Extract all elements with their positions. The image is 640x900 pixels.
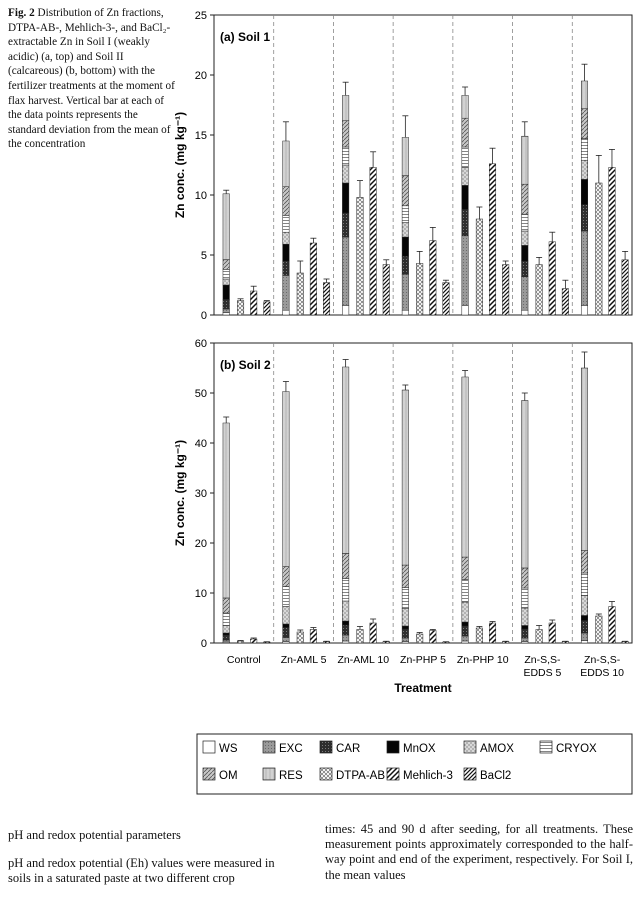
legend-swatch-ws xyxy=(203,741,215,753)
bar-exc xyxy=(223,640,230,642)
bar-mehlich-3 xyxy=(430,241,437,315)
bar-om xyxy=(342,554,349,579)
bar-amox xyxy=(283,232,290,244)
bar-car xyxy=(581,621,588,634)
bar-car xyxy=(522,261,529,277)
bar-car xyxy=(342,625,349,635)
legend-swatch-res xyxy=(263,768,275,780)
bar-exc xyxy=(223,309,230,313)
bar-cryox xyxy=(581,573,588,596)
category-group-zn-s-s-edds-5 xyxy=(522,122,569,315)
bar-bacl2 xyxy=(562,289,569,315)
legend-label-amox: AMOX xyxy=(480,743,514,755)
bar-amox xyxy=(223,279,230,285)
bar-ws xyxy=(581,305,588,315)
bar-res xyxy=(581,81,588,109)
bar-ws xyxy=(462,641,469,643)
bar-cryox xyxy=(342,147,349,165)
x-tick-label-line: EDDS 10 xyxy=(580,667,625,679)
bar-bacl2 xyxy=(323,283,330,315)
bar-car xyxy=(283,261,290,275)
bar-res xyxy=(462,95,469,118)
bar-dtpa-ab xyxy=(596,616,603,643)
bar-amox xyxy=(581,160,588,179)
section-heading: pH and redox potential parameters xyxy=(8,828,181,842)
bar-mehlich-3 xyxy=(489,164,496,315)
bar-amox xyxy=(522,608,529,626)
figure-caption-text: Distribution of Zn fractions, DTPA-AB-, Mehlich-3-, and BaCl₂-extractable Zn in Soil I (weakly acidic) (a, top) and Soil II (calcareous) (b, bottom) with the fertilizer treatments at the moment of flax harvest. Vertical bar at each of the data points represents the standard deviation from the mean of the concentration xyxy=(8,7,175,151)
bar-amox xyxy=(462,602,469,622)
bar-om xyxy=(342,121,349,147)
bar-car xyxy=(223,299,230,309)
bar-mnox xyxy=(223,285,230,299)
bar-cryox xyxy=(283,215,290,232)
bar-dtpa-ab xyxy=(237,301,244,315)
x-tick-label xyxy=(580,654,624,679)
bar-bacl2 xyxy=(562,642,569,644)
legend xyxy=(197,734,632,794)
bar-bacl2 xyxy=(443,283,450,315)
bar-dtpa-ab xyxy=(596,183,603,315)
bar-mehlich-3 xyxy=(430,631,437,644)
bar-cryox xyxy=(223,269,230,279)
legend-swatch-mehlich-3 xyxy=(387,768,399,780)
legend-label-om: OM xyxy=(219,770,238,782)
bar-om xyxy=(581,551,588,574)
legend-label-dtpa-ab: DTPA-AB xyxy=(336,770,385,782)
x-tick-label-line: Zn-AML 5 xyxy=(280,654,327,666)
bar-ws xyxy=(462,305,469,315)
bar-cryox xyxy=(402,588,409,609)
y-axis-label: Zn conc. (mg kg⁻¹) xyxy=(173,439,187,547)
x-axis-label: Treatment xyxy=(394,681,452,695)
y-tick-label: 25 xyxy=(194,10,207,22)
bar-mehlich-3 xyxy=(609,167,616,315)
x-tick-label xyxy=(227,654,261,666)
legend-label-exc: EXC xyxy=(279,743,303,755)
bar-exc xyxy=(402,638,409,642)
bar-mnox xyxy=(342,621,349,625)
bar-res xyxy=(283,392,290,567)
bar-cryox xyxy=(462,580,469,603)
x-tick-label xyxy=(338,654,390,666)
y-tick-label: 50 xyxy=(194,388,207,400)
bar-mnox xyxy=(522,245,529,261)
bar-car xyxy=(283,628,290,638)
x-tick-label-line: EDDS 5 xyxy=(523,667,562,679)
bar-cryox xyxy=(283,587,290,607)
legend-label-res: RES xyxy=(279,770,303,782)
bar-car xyxy=(581,205,588,231)
bar-bacl2 xyxy=(443,642,450,643)
bar-amox xyxy=(402,223,409,237)
bar-om xyxy=(462,557,469,580)
plot-frame xyxy=(214,343,632,643)
bar-car xyxy=(462,626,469,636)
category-group-zn-s-s-edds-10 xyxy=(581,64,628,315)
bar-ws xyxy=(283,310,290,315)
bar-exc xyxy=(283,275,290,310)
bar-exc xyxy=(283,638,290,642)
bar-dtpa-ab xyxy=(297,273,304,315)
y-tick-label: 10 xyxy=(194,190,207,202)
bar-ws xyxy=(342,641,349,643)
bar-res xyxy=(342,367,349,554)
category-group-zn-s-s-edds-5 xyxy=(522,393,569,643)
bar-car xyxy=(522,629,529,638)
bar-exc xyxy=(402,274,409,310)
x-tick-label-line: Zn-PHP 10 xyxy=(456,654,509,666)
legend-swatch-mnox xyxy=(387,741,399,753)
bar-bacl2 xyxy=(622,260,629,315)
bar-om xyxy=(462,118,469,147)
legend-swatch-car xyxy=(320,741,332,753)
panel-label: (a) Soil 1 xyxy=(220,30,271,44)
bar-cryox xyxy=(223,613,230,626)
bar-res xyxy=(462,377,469,557)
bar-dtpa-ab xyxy=(536,630,543,644)
category-group-zn-php-10 xyxy=(462,371,509,644)
bar-amox xyxy=(522,231,529,245)
category-group-zn-aml-10 xyxy=(342,360,389,644)
bar-car xyxy=(223,635,230,640)
chart-panel-1 xyxy=(173,10,632,322)
bar-mnox xyxy=(462,185,469,209)
x-tick-label xyxy=(281,654,327,666)
bar-bacl2 xyxy=(622,642,629,644)
bar-bacl2 xyxy=(323,642,330,644)
bar-om xyxy=(283,567,290,587)
bar-amox xyxy=(342,165,349,183)
bar-cryox xyxy=(522,588,529,608)
bar-mehlich-3 xyxy=(250,291,257,315)
bar-mehlich-3 xyxy=(549,623,556,643)
bar-om xyxy=(223,260,230,270)
y-axis-label: Zn conc. (mg kg⁻¹) xyxy=(173,111,187,219)
category-group-zn-aml-5 xyxy=(283,122,330,315)
category-group-zn-php-10 xyxy=(462,87,509,315)
x-tick-label-line: Control xyxy=(226,654,261,666)
category-group-zn-php-5 xyxy=(402,116,449,315)
bar-res xyxy=(522,136,529,184)
bar-om xyxy=(283,187,290,216)
bar-mehlich-3 xyxy=(370,167,377,315)
bar-mehlich-3 xyxy=(310,630,317,644)
bar-dtpa-ab xyxy=(416,634,423,643)
bar-mnox xyxy=(223,633,230,635)
x-tick-label xyxy=(523,654,561,679)
category-group-zn-aml-10 xyxy=(342,82,389,315)
y-tick-label: 60 xyxy=(194,338,207,350)
bar-dtpa-ab xyxy=(357,630,364,644)
bar-om xyxy=(402,565,409,588)
bar-mnox xyxy=(581,179,588,204)
bar-mnox xyxy=(402,237,409,256)
legend-label-bacl2: BaCl2 xyxy=(480,770,512,782)
y-tick-label: 20 xyxy=(194,538,207,550)
bar-bacl2 xyxy=(264,302,271,315)
bar-mnox xyxy=(342,183,349,213)
figure-caption-label: Fig. 2 xyxy=(8,7,35,19)
y-tick-label: 5 xyxy=(200,250,207,262)
legend-swatch-exc xyxy=(263,741,275,753)
bar-exc xyxy=(342,237,349,305)
body-text-left: pH and redox potential (Eh) values were measured in soils in a saturated paste at two different crop xyxy=(8,856,275,886)
x-tick-label-line: Zn-S,S- xyxy=(584,654,621,666)
category-group-zn-s-s-edds-10 xyxy=(581,352,628,643)
legend-label-cryox: CRYOX xyxy=(556,743,597,755)
bar-om xyxy=(522,184,529,214)
bar-exc xyxy=(581,231,588,305)
bar-amox xyxy=(342,601,349,621)
y-tick-label: 20 xyxy=(194,70,207,82)
bar-cryox xyxy=(522,214,529,231)
bar-ws xyxy=(522,310,529,315)
bar-mehlich-3 xyxy=(310,243,317,315)
bar-amox xyxy=(223,626,230,634)
bar-mnox xyxy=(283,624,290,628)
bar-mnox xyxy=(522,626,529,630)
body-text-right: times: 45 and 90 d after seeding, for all treatments. These measurement points approximately corresponded to the half-way point and end of the experiment, respectively. For Soil I, the mean values xyxy=(325,822,633,882)
x-tick-label xyxy=(400,654,446,666)
category-group-zn-php-5 xyxy=(402,385,449,643)
bar-ws xyxy=(223,313,230,315)
bar-bacl2 xyxy=(264,642,271,643)
bar-ws xyxy=(342,305,349,315)
bar-cryox xyxy=(581,139,588,161)
bar-amox xyxy=(462,167,469,185)
bar-res xyxy=(223,423,230,598)
category-group-control xyxy=(223,417,270,643)
bar-cryox xyxy=(462,147,469,167)
bar-om xyxy=(581,109,588,139)
legend-swatch-om xyxy=(203,768,215,780)
panel-label: (b) Soil 2 xyxy=(220,358,271,372)
bar-cryox xyxy=(402,206,409,223)
bar-res xyxy=(522,401,529,569)
x-tick-label-line: Zn-PHP 5 xyxy=(400,654,446,666)
y-tick-label: 30 xyxy=(194,488,207,500)
bar-car xyxy=(462,209,469,235)
legend-label-car: CAR xyxy=(336,743,361,755)
legend-label-mnox: MnOX xyxy=(403,743,436,755)
bar-ws xyxy=(581,641,588,644)
legend-label-ws: WS xyxy=(219,743,238,755)
bar-om xyxy=(223,598,230,613)
bar-res xyxy=(402,137,409,175)
bar-bacl2 xyxy=(383,642,390,644)
bar-mnox xyxy=(402,626,409,629)
bar-dtpa-ab xyxy=(476,219,483,315)
y-tick-label: 15 xyxy=(194,130,207,142)
bar-exc xyxy=(462,636,469,641)
bar-car xyxy=(402,256,409,274)
bar-dtpa-ab xyxy=(416,263,423,315)
category-group-control xyxy=(223,190,270,315)
bar-res xyxy=(402,390,409,565)
y-tick-label: 40 xyxy=(194,438,207,450)
bar-bacl2 xyxy=(502,265,509,315)
bar-bacl2 xyxy=(383,265,390,315)
y-tick-label: 0 xyxy=(200,310,207,322)
bar-exc xyxy=(581,633,588,641)
bar-exc xyxy=(342,635,349,641)
bar-exc xyxy=(522,277,529,311)
x-tick-label-line: Zn-AML 10 xyxy=(337,654,390,666)
bar-exc xyxy=(462,236,469,306)
bar-res xyxy=(223,194,230,260)
legend-swatch-dtpa-ab xyxy=(320,768,332,780)
legend-swatch-amox xyxy=(464,741,476,753)
bar-mehlich-3 xyxy=(609,607,616,644)
bar-mnox xyxy=(581,616,588,621)
bar-car xyxy=(342,213,349,237)
bar-cryox xyxy=(342,579,349,602)
bar-mehlich-3 xyxy=(250,639,257,643)
category-group-zn-aml-5 xyxy=(283,382,330,644)
bar-dtpa-ab xyxy=(536,265,543,315)
bar-om xyxy=(402,176,409,206)
legend-swatch-cryox xyxy=(540,741,552,753)
bar-exc xyxy=(522,638,529,642)
legend-label-mehlich-3: Mehlich-3 xyxy=(403,770,453,782)
bar-dtpa-ab xyxy=(237,641,244,643)
x-tick-label-line: Zn-S,S- xyxy=(524,654,561,666)
y-tick-label: 10 xyxy=(194,588,207,600)
bar-res xyxy=(283,141,290,187)
bar-car xyxy=(402,629,409,638)
chart-panels xyxy=(173,10,632,695)
bar-mnox xyxy=(283,244,290,261)
bar-dtpa-ab xyxy=(297,632,304,643)
bar-dtpa-ab xyxy=(476,628,483,643)
bar-ws xyxy=(402,310,409,315)
bar-om xyxy=(522,568,529,588)
bar-dtpa-ab xyxy=(357,197,364,315)
bar-res xyxy=(342,95,349,120)
chart-panel-2 xyxy=(173,338,632,695)
y-tick-label: 0 xyxy=(200,638,207,650)
bar-mehlich-3 xyxy=(549,242,556,315)
bar-amox xyxy=(402,609,409,627)
bar-amox xyxy=(283,607,290,625)
legend-swatch-bacl2 xyxy=(464,768,476,780)
x-tick-label xyxy=(457,654,509,666)
bar-bacl2 xyxy=(502,642,509,644)
bar-mnox xyxy=(462,622,469,626)
bar-res xyxy=(581,368,588,551)
bar-mehlich-3 xyxy=(489,623,496,643)
bar-mehlich-3 xyxy=(370,623,377,643)
bar-amox xyxy=(581,596,588,616)
